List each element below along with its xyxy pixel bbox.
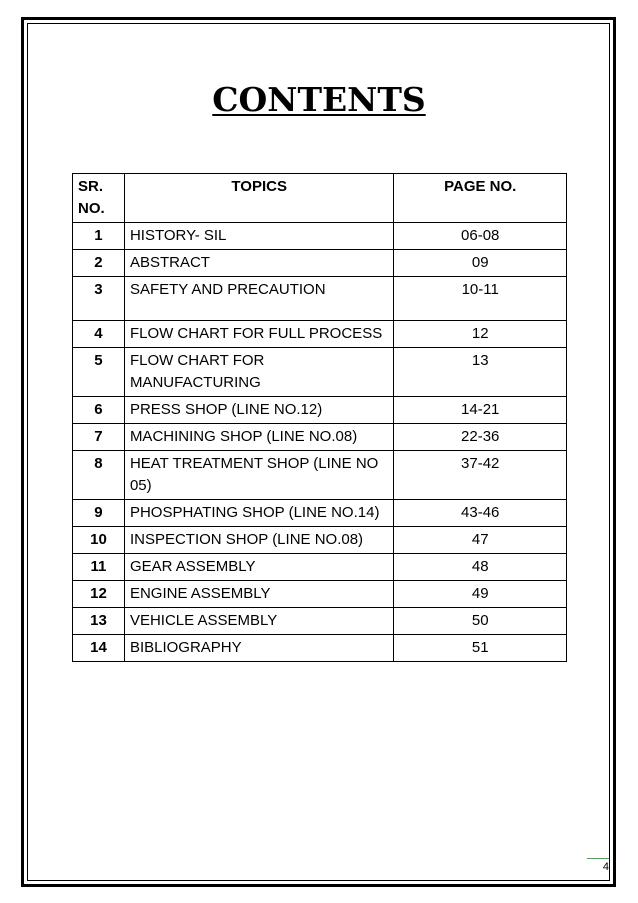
row-page: 50 [394, 608, 567, 635]
table-row [73, 554, 567, 581]
row-sr: 7 [73, 424, 125, 451]
header-page-no: PAGE NO. [394, 174, 567, 223]
row-topic: VEHICLE ASSEMBLY [124, 608, 394, 635]
row-page: 43-46 [394, 500, 567, 527]
row-sr: 3 [73, 277, 125, 321]
row-topic: HEAT TREATMENT SHOP (LINE NO 05) [124, 451, 394, 500]
row-sr: 10 [73, 527, 125, 554]
row-sr: 5 [73, 348, 125, 397]
row-topic: HISTORY- SIL [124, 223, 394, 250]
row-topic: FLOW CHART FOR FULL PROCESS [124, 321, 394, 348]
row-page: 22-36 [394, 424, 567, 451]
table-row [73, 635, 567, 662]
row-page: 37-42 [394, 451, 567, 500]
row-sr: 2 [73, 250, 125, 277]
row-topic: BIBLIOGRAPHY [124, 635, 394, 662]
page-title: CONTENTS [212, 80, 426, 119]
table-row [73, 250, 567, 277]
row-topic: FLOW CHART FOR MANUFACTURING [124, 348, 394, 397]
row-page: 51 [394, 635, 567, 662]
row-page: 10-11 [394, 277, 567, 321]
row-page: 12 [394, 321, 567, 348]
table-row [73, 451, 567, 500]
row-topic: PRESS SHOP (LINE NO.12) [124, 397, 394, 424]
row-sr: 1 [73, 223, 125, 250]
row-page: 48 [394, 554, 567, 581]
row-topic: SAFETY AND PRECAUTION [124, 277, 394, 321]
table-row [73, 424, 567, 451]
row-page: 13 [394, 348, 567, 397]
contents-table [72, 173, 567, 662]
header-sr-no: SR. NO. [73, 174, 125, 223]
table-row [73, 321, 567, 348]
table-row [73, 348, 567, 397]
row-sr: 9 [73, 500, 125, 527]
row-sr: 4 [73, 321, 125, 348]
table-row [73, 608, 567, 635]
row-sr: 12 [73, 581, 125, 608]
row-sr: 6 [73, 397, 125, 424]
row-page: 47 [394, 527, 567, 554]
table-row [73, 397, 567, 424]
row-sr: 11 [73, 554, 125, 581]
row-sr: 14 [73, 635, 125, 662]
row-page: 14-21 [394, 397, 567, 424]
row-topic: PHOSPHATING SHOP (LINE NO.14) [124, 500, 394, 527]
table-row [73, 277, 567, 321]
page-number: 4 [587, 858, 609, 873]
row-sr: 8 [73, 451, 125, 500]
table-row [73, 223, 567, 250]
header-topics: TOPICS [124, 174, 394, 223]
row-topic: ABSTRACT [124, 250, 394, 277]
table-row [73, 581, 567, 608]
row-topic: GEAR ASSEMBLY [124, 554, 394, 581]
table-header-row [73, 174, 567, 223]
row-page: 06-08 [394, 223, 567, 250]
row-page: 49 [394, 581, 567, 608]
table-row [73, 527, 567, 554]
row-topic: INSPECTION SHOP (LINE NO.08) [124, 527, 394, 554]
row-topic: ENGINE ASSEMBLY [124, 581, 394, 608]
table-row [73, 500, 567, 527]
row-page: 09 [394, 250, 567, 277]
row-sr: 13 [73, 608, 125, 635]
row-topic: MACHINING SHOP (LINE NO.08) [124, 424, 394, 451]
